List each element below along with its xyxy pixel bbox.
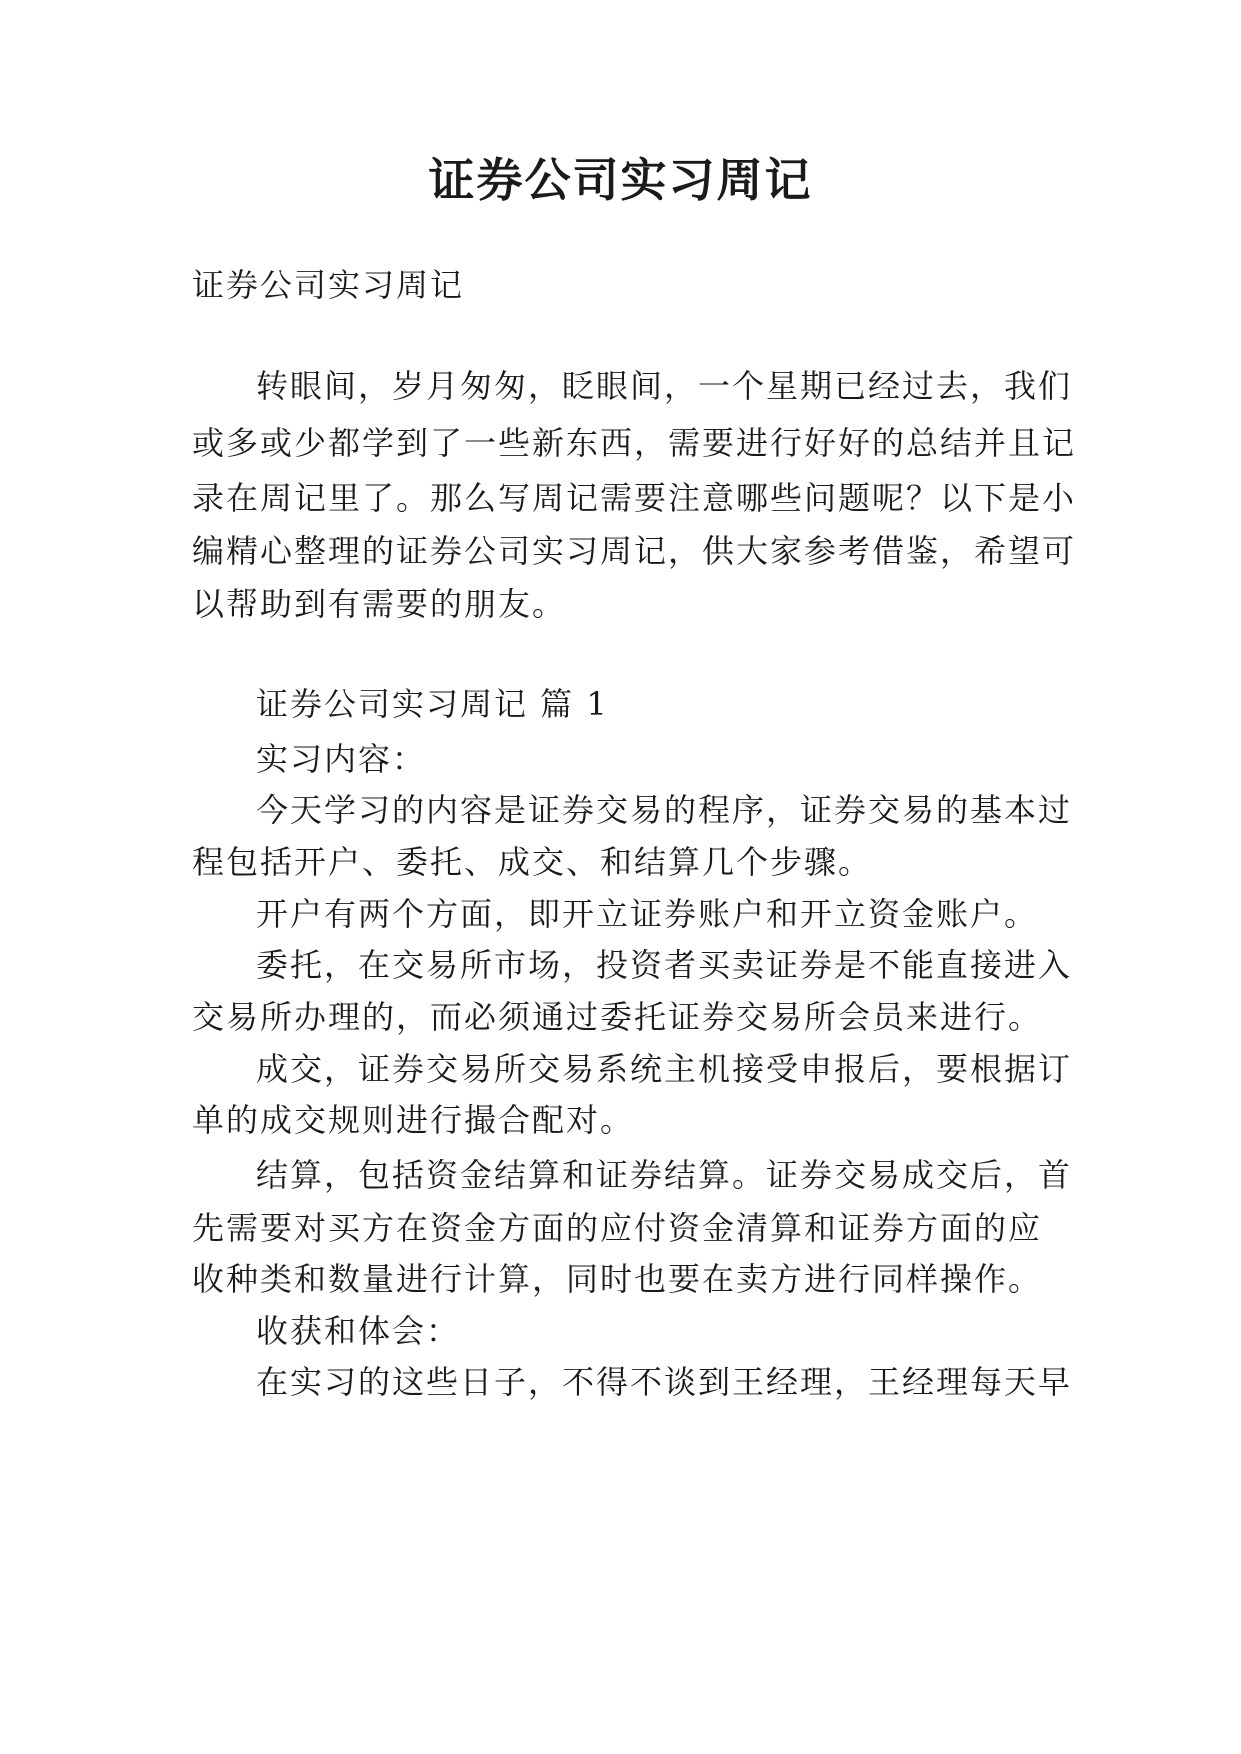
body-line: 单的成交规则进行撮合配对。: [192, 1101, 635, 1139]
body-line: 收获和体会：: [256, 1312, 461, 1350]
body-line: 收种类和数量进行计算，同时也要在卖方进行同样操作。: [192, 1260, 1043, 1298]
body-line: 委托，在交易所市场，投资者买卖证券是不能直接进入: [256, 946, 1073, 984]
body-line: 今天学习的内容是证券交易的程序，证券交易的基本过: [256, 791, 1073, 829]
body-line: 先需要对买方在资金方面的应付资金清算和证券方面的应: [192, 1209, 1043, 1247]
body-line: 交易所办理的，而必须通过委托证券交易所会员来进行。: [192, 998, 1043, 1036]
section-heading: 证券公司实习周记 篇 1: [256, 685, 609, 723]
page-title: 证券公司实习周记: [428, 153, 813, 207]
intro-line: 或多或少都学到了一些新东西，需要进行好好的总结并且记: [192, 424, 1077, 462]
intro-line: 以帮助到有需要的朋友。: [192, 585, 567, 623]
body-line: 成交，证券交易所交易系统主机接受申报后，要根据订: [256, 1050, 1073, 1088]
document-subtitle: 证券公司实习周记: [192, 266, 465, 304]
body-line: 程包括开户、委托、成交、和结算几个步骤。: [192, 843, 873, 881]
body-line: 实习内容：: [256, 740, 427, 778]
intro-line: 录在周记里了。那么写周记需要注意哪些问题呢？以下是小: [192, 479, 1077, 517]
body-line: 结算，包括资金结算和证券结算。证券交易成交后，首: [256, 1156, 1073, 1194]
body-line: 在实习的这些日子，不得不谈到王经理，王经理每天早: [256, 1363, 1073, 1401]
body-line: 开户有两个方面，即开立证券账户和开立资金账户。: [256, 895, 1039, 933]
intro-line: 编精心整理的证券公司实习周记，供大家参考借鉴，希望可: [192, 532, 1077, 570]
intro-line: 转眼间，岁月匆匆，眨眼间，一个星期已经过去，我们: [256, 367, 1073, 405]
